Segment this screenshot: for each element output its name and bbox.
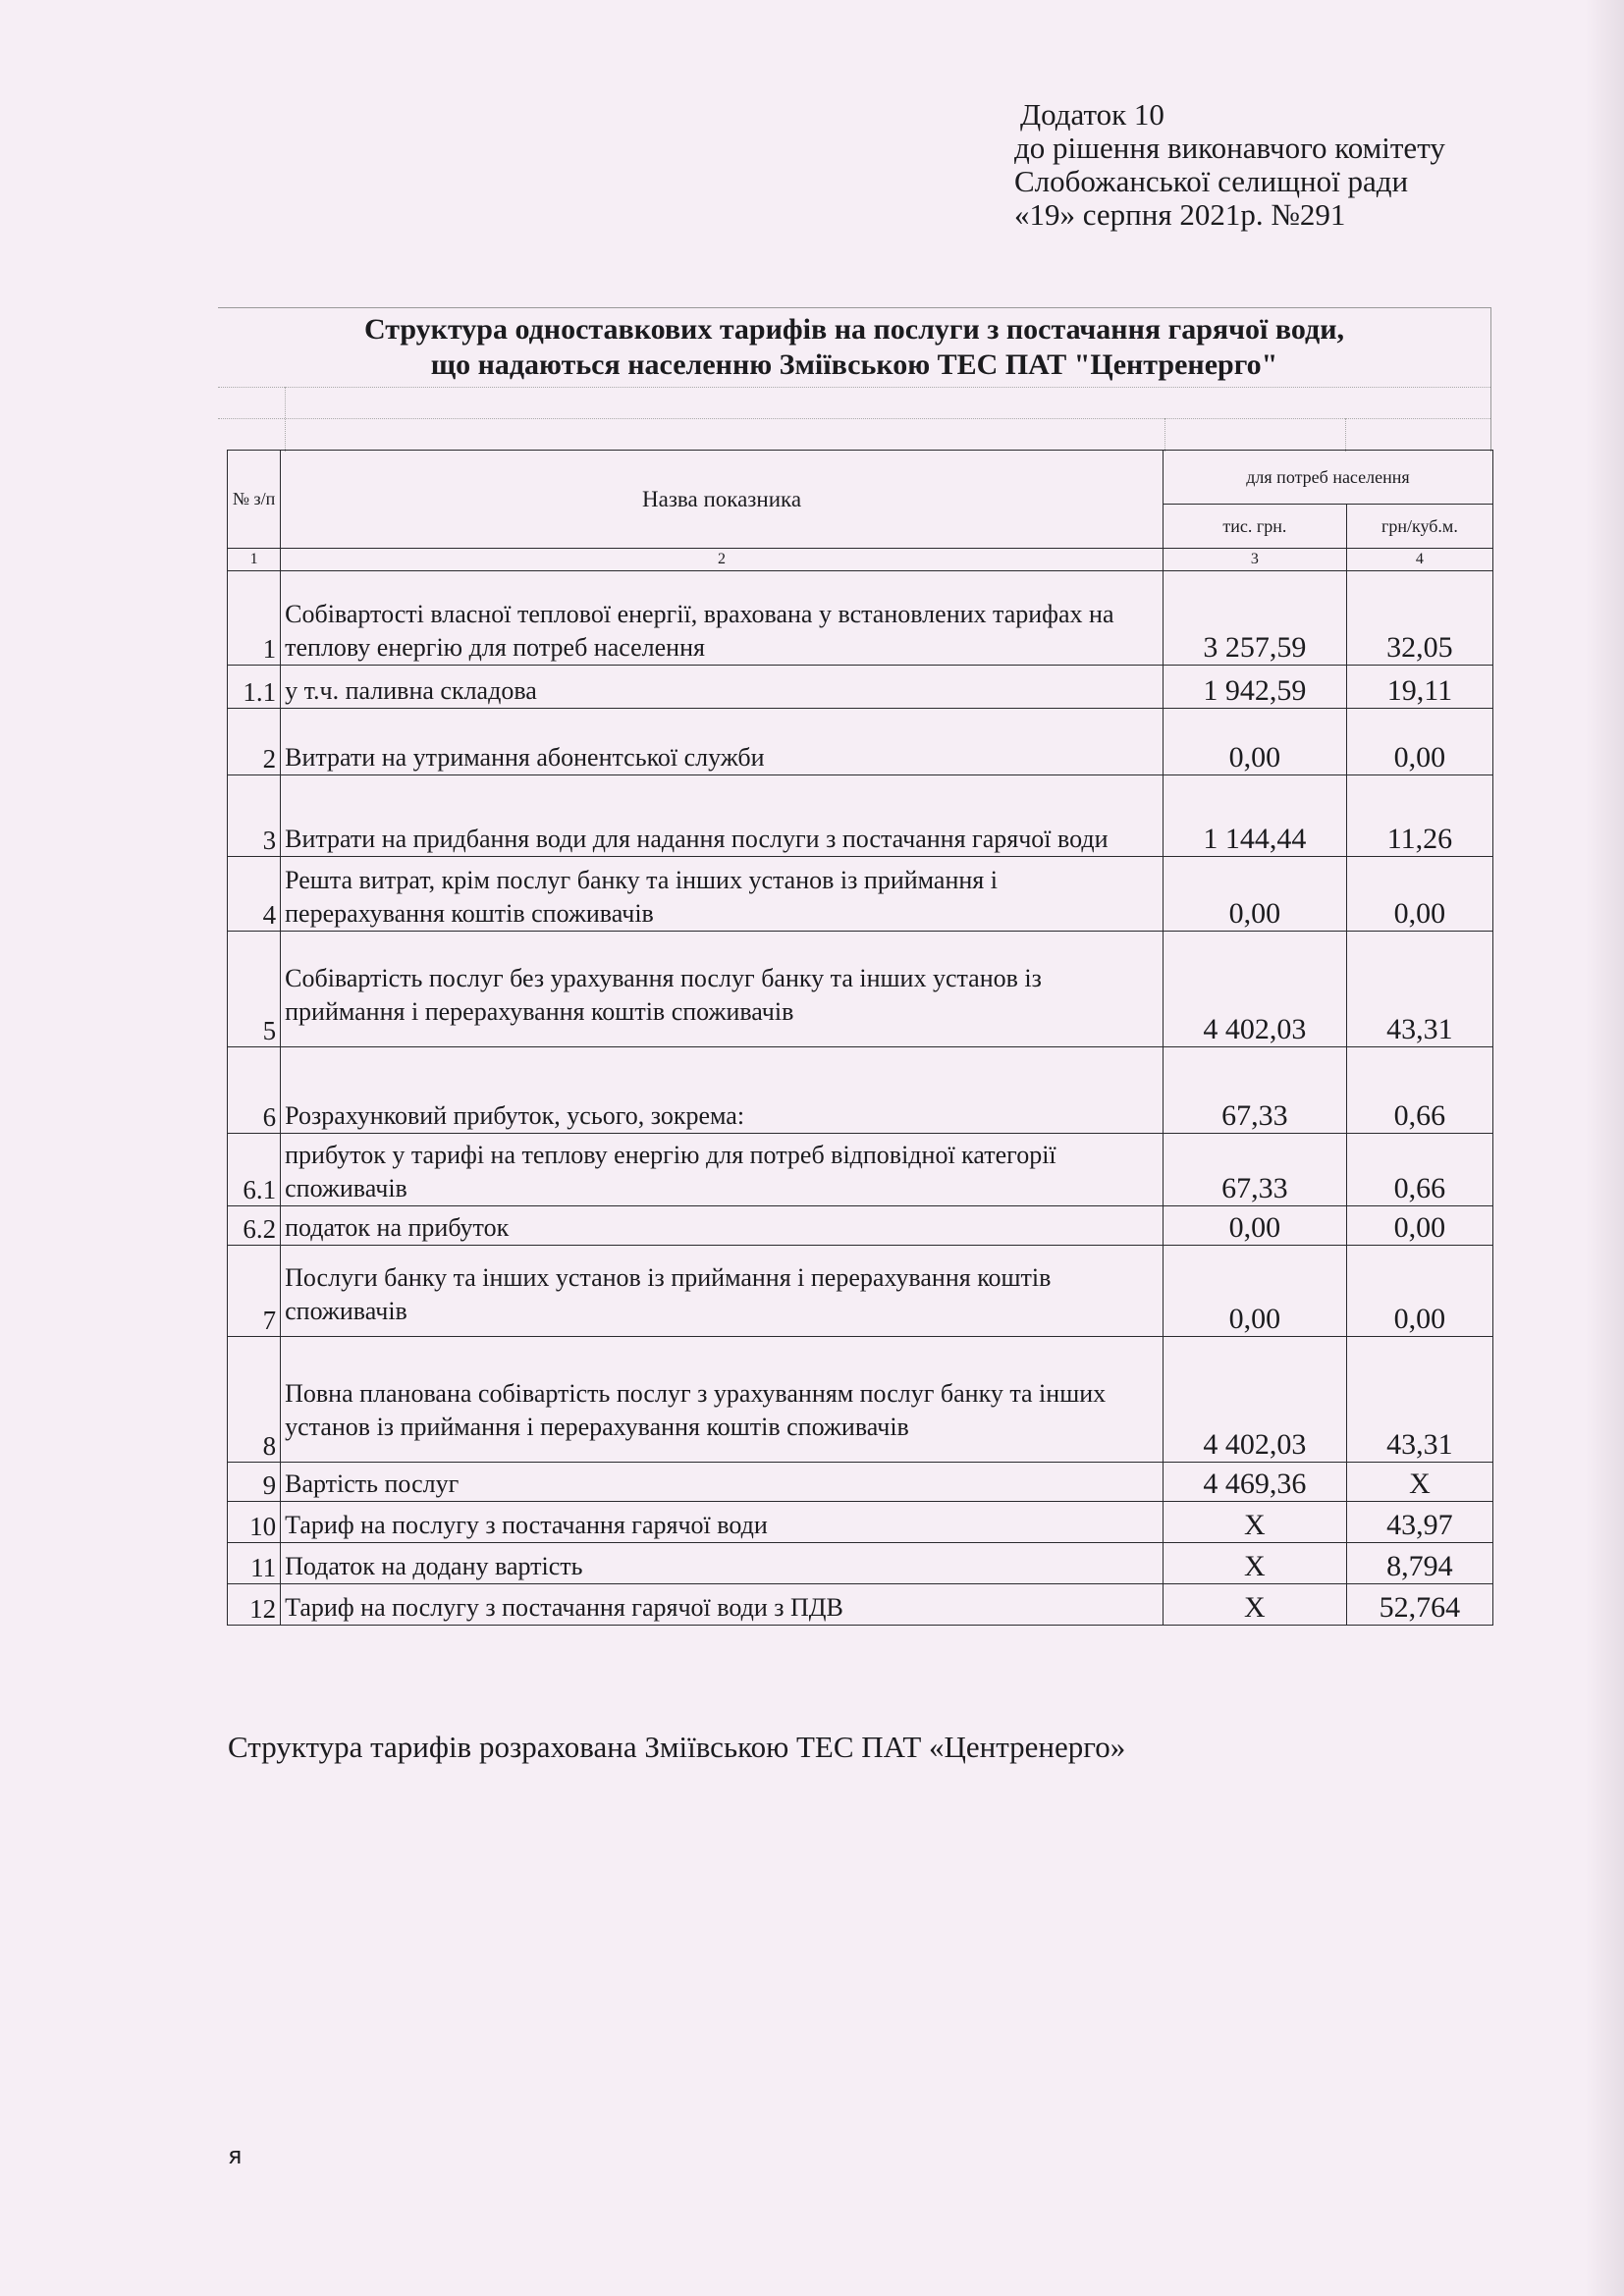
row-number: 3 xyxy=(228,775,281,857)
row-number: 12 xyxy=(228,1584,281,1626)
footer-note: Структура тарифів розрахована Зміївською ТЕС ПАТ «Центренерго» xyxy=(228,1730,1126,1764)
table-row xyxy=(228,709,1493,775)
row-number: 4 xyxy=(228,857,281,932)
row-number: 1 xyxy=(228,571,281,666)
table-row xyxy=(228,1584,1493,1626)
row-name: Собівартість послуг без урахування послуг банку та інших установ із приймання і перерахування коштів споживачів xyxy=(281,932,1164,1047)
row-name: Розрахунковий прибуток, усього, зокрема: xyxy=(281,1047,1164,1134)
column-index: 1 xyxy=(228,549,281,571)
row-name: Собівартості власної теплової енергії, врахована у встановлених тарифах на теплову енергію для потреб населення xyxy=(281,571,1164,666)
table-row xyxy=(228,1246,1493,1337)
column-header-thousand-uah: тис. грн. xyxy=(1163,505,1346,549)
table-row xyxy=(228,932,1493,1047)
row-value-uah-per-m3: 0,66 xyxy=(1346,1047,1492,1134)
row-number: 2 xyxy=(228,709,281,775)
header-line-1: Додаток 10 xyxy=(1020,97,1164,132)
row-name: Вартість послуг xyxy=(281,1463,1164,1502)
row-number: 1.1 xyxy=(228,666,281,709)
row-name: Витрати на придбання води для надання послуги з постачання гарячої води xyxy=(281,775,1164,857)
table-row xyxy=(228,1047,1493,1134)
row-value-uah-per-m3: 19,11 xyxy=(1346,666,1492,709)
title-line-2: що надаються населенню Зміївською ТЕС ПАТ "Центренерго" xyxy=(430,348,1278,381)
row-name: Повна планована собівартість послуг з урахуванням послуг банку та інших установ із приймання і перерахування коштів споживачів xyxy=(281,1337,1164,1463)
column-header-uah-per-m3: грн/куб.м. xyxy=(1346,505,1492,549)
column-index: 2 xyxy=(281,549,1164,571)
row-value-uah-per-m3: Х xyxy=(1346,1463,1492,1502)
row-name: Витрати на утримання абонентської служби xyxy=(281,709,1164,775)
row-number: 11 xyxy=(228,1543,281,1584)
row-value-thousand-uah: 4 402,03 xyxy=(1163,1337,1346,1463)
header-line-2: до рішення виконавчого комітету xyxy=(1014,131,1445,165)
row-value-thousand-uah: 67,33 xyxy=(1163,1047,1346,1134)
row-name: прибуток у тарифі на теплову енергію для потреб відповідної категорії споживачів xyxy=(281,1134,1164,1206)
row-value-thousand-uah: 0,00 xyxy=(1163,857,1346,932)
row-name: Податок на додану вартість xyxy=(281,1543,1164,1584)
table-row xyxy=(228,1463,1493,1502)
table-row xyxy=(228,666,1493,709)
row-number: 7 xyxy=(228,1246,281,1337)
row-number: 5 xyxy=(228,932,281,1047)
row-value-thousand-uah: 4 402,03 xyxy=(1163,932,1346,1047)
table-row xyxy=(228,857,1493,932)
table-row xyxy=(228,571,1493,666)
row-value-thousand-uah: 0,00 xyxy=(1163,1206,1346,1246)
row-name: Тариф на послугу з постачання гарячої води з ПДВ xyxy=(281,1584,1164,1626)
row-value-thousand-uah: Х xyxy=(1163,1502,1346,1543)
row-value-uah-per-m3: 52,764 xyxy=(1346,1584,1492,1626)
table-row xyxy=(228,1206,1493,1246)
row-name: податок на прибуток xyxy=(281,1206,1164,1246)
row-value-uah-per-m3: 0,66 xyxy=(1346,1134,1492,1206)
row-value-uah-per-m3: 43,97 xyxy=(1346,1502,1492,1543)
row-value-uah-per-m3: 43,31 xyxy=(1346,1337,1492,1463)
column-header-name: Назва показника xyxy=(281,451,1164,549)
row-value-thousand-uah: 0,00 xyxy=(1163,1246,1346,1337)
row-name: Решта витрат, крім послуг банку та інших установ із приймання і перерахування коштів споживачів xyxy=(281,857,1164,932)
row-value-uah-per-m3: 0,00 xyxy=(1346,709,1492,775)
table-row xyxy=(228,1337,1493,1463)
header-line-4: «19» серпня 2021р. №291 xyxy=(1014,197,1346,232)
row-value-uah-per-m3: 0,00 xyxy=(1346,1206,1492,1246)
title-line-1: Структура одноставкових тарифів на послуги з постачання гарячої води, xyxy=(364,313,1344,346)
table-row xyxy=(228,1543,1493,1584)
column-index-row xyxy=(228,549,1493,571)
table-row xyxy=(228,775,1493,857)
document-header xyxy=(1014,98,1445,232)
row-value-thousand-uah: 0,00 xyxy=(1163,709,1346,775)
column-header-group: для потреб населення xyxy=(1163,451,1492,505)
row-value-uah-per-m3: 43,31 xyxy=(1346,932,1492,1047)
row-number: 6.1 xyxy=(228,1134,281,1206)
header-line-3: Слобожанської селищної ради xyxy=(1014,164,1409,198)
row-value-thousand-uah: 3 257,59 xyxy=(1163,571,1346,666)
table-row xyxy=(228,1134,1493,1206)
document-title xyxy=(218,312,1490,383)
row-value-thousand-uah: Х xyxy=(1163,1584,1346,1626)
row-value-uah-per-m3: 32,05 xyxy=(1346,571,1492,666)
row-value-uah-per-m3: 8,794 xyxy=(1346,1543,1492,1584)
row-value-thousand-uah: Х xyxy=(1163,1543,1346,1584)
tariff-table xyxy=(227,450,1493,1626)
page-edge-shadow xyxy=(1585,0,1624,2296)
row-value-uah-per-m3: 0,00 xyxy=(1346,857,1492,932)
column-index: 4 xyxy=(1346,549,1492,571)
table-row xyxy=(228,1502,1493,1543)
row-number: 6 xyxy=(228,1047,281,1134)
row-value-uah-per-m3: 11,26 xyxy=(1346,775,1492,857)
column-index: 3 xyxy=(1163,549,1346,571)
row-name: Послуги банку та інших установ із приймання і перерахування коштів споживачів xyxy=(281,1246,1164,1337)
row-number: 9 xyxy=(228,1463,281,1502)
row-name: у т.ч. паливна складова xyxy=(281,666,1164,709)
row-value-thousand-uah: 67,33 xyxy=(1163,1134,1346,1206)
row-value-thousand-uah: 1 942,59 xyxy=(1163,666,1346,709)
row-value-thousand-uah: 4 469,36 xyxy=(1163,1463,1346,1502)
row-number: 8 xyxy=(228,1337,281,1463)
column-header-number: № з/п xyxy=(228,451,281,549)
row-value-thousand-uah: 1 144,44 xyxy=(1163,775,1346,857)
row-name: Тариф на послугу з постачання гарячої води xyxy=(281,1502,1164,1543)
corner-mark: я xyxy=(228,2142,243,2169)
row-number: 6.2 xyxy=(228,1206,281,1246)
row-value-uah-per-m3: 0,00 xyxy=(1346,1246,1492,1337)
row-number: 10 xyxy=(228,1502,281,1543)
